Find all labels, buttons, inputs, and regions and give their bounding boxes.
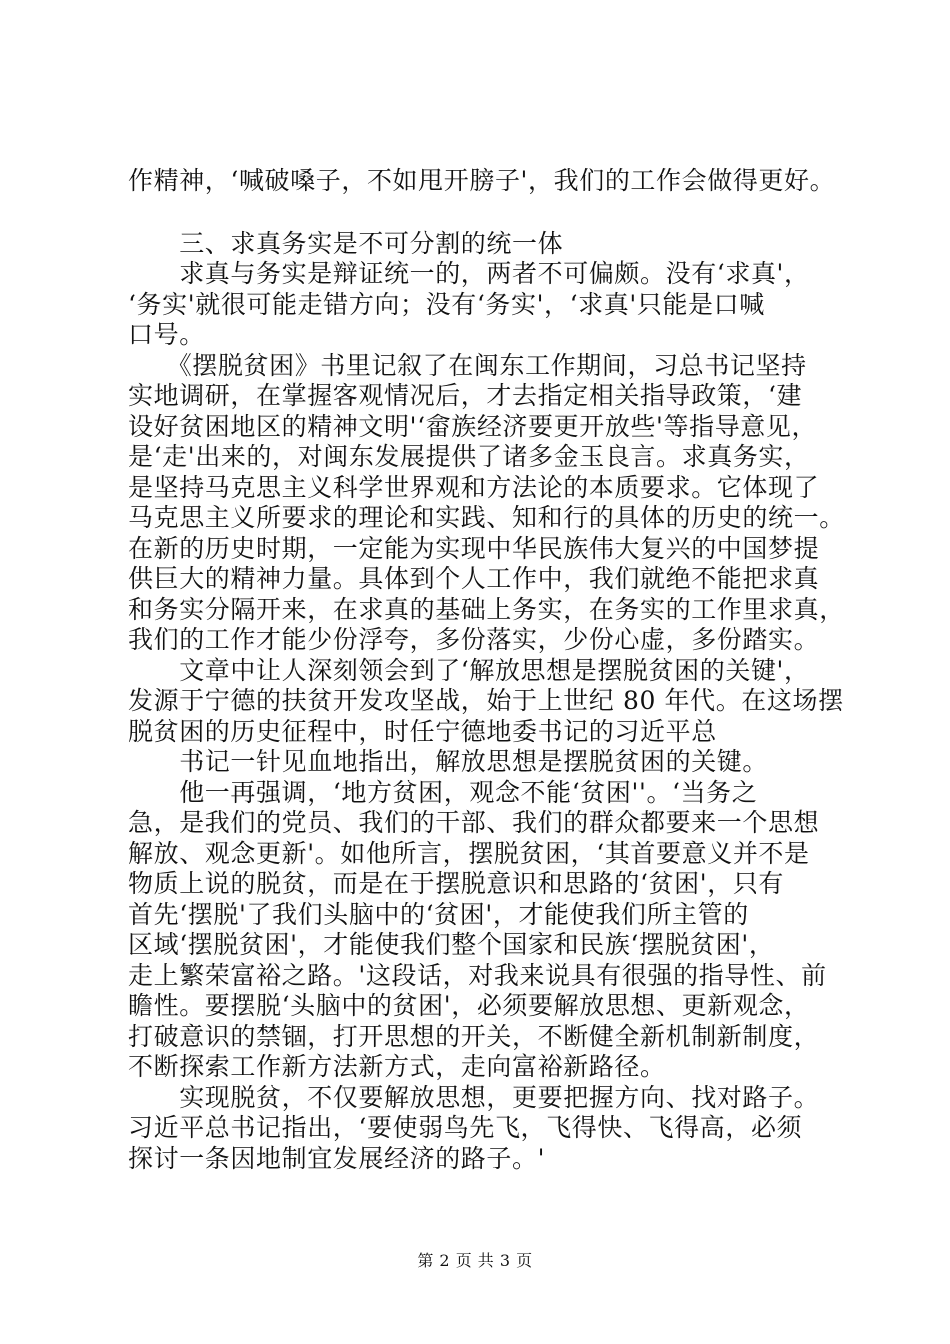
text-line: 口号。 [128,320,205,349]
text-line: 供巨大的精神力量。具体到个人工作中，我们就绝不能把求真 [128,564,820,593]
text-line: 区域‘摆脱贫困'，才能使我们整个国家和民族‘摆脱贫困'， [128,930,775,959]
paragraph-gap [128,197,844,229]
text-line: 设好贫困地区的精神文明'‘畲族经济要更开放些'等指导意见， [128,411,818,441]
text-line: 实地调研，在掌握客观情况后，才去指定相关指导政策，‘建 [128,381,803,410]
text-line: ‘务实'就很可能走错方向；没有‘务实'，‘求真'只能是口喊 [128,289,765,319]
section-heading: 三、求真务实是不可分割的统一体 [128,228,564,258]
text-line: 书记一针见血地指出，解放思想是摆脱贫困的关键。 [128,747,769,776]
text-line: 物质上说的脱贫，而是在于摆脱意识和思路的‘贫困'，只有 [128,869,785,898]
text-line: 作精神，‘喊破嗓子，不如甩开膀子'，我们的工作会做得更好。 [128,166,836,195]
text-line: 打破意识的禁锢，打开思想的开关，不断健全新机制新制度， [128,1021,820,1051]
text-line: 习近平总书记指出，‘要使弱鸟先飞，飞得快、飞得高，必须 [128,1113,803,1142]
text-line: 不断探索工作新方法新方式，走向富裕新路径。 [128,1052,666,1081]
page-number-footer: 第 2 页 共 3 页 [417,1251,533,1270]
text-line: 探讨一条因地制宜发展经济的路子。' [128,1143,546,1173]
text-line: 解放、观念更新'。如他所言，摆脱贫困，‘其首要意义并不是 [128,838,810,868]
text-line: 急，是我们的党员、我们的干部、我们的群众都要来一个思想 [128,808,820,837]
text-line: 我们的工作才能少份浮夸，多份落实，少份心虚，多份踏实。 [128,625,820,654]
text-line: 是‘走'出来的，对闽东发展提供了诸多金玉良言。求真务实， [128,442,810,471]
text-line: 在新的历史时期，一定能为实现中华民族伟大复兴的中国梦提 [128,533,820,563]
text-line: 求真与务实是辩证统一的，两者不可偏颇。没有‘求真'， [128,259,810,288]
text-line: 走上繁荣富裕之路。'这段话，对我来说具有很强的指导性、前 [128,960,827,990]
text-line: 首先‘摆脱'了我们头脑中的‘贫困'，才能使我们所主管的 [128,899,749,929]
text-line: 是坚持马克思主义科学世界观和方法论的本质要求。它体现了 [128,472,820,502]
text-line: 马克思主义所要求的理论和实践、知和行的具体的历史的统一。 [128,503,845,532]
text-line: 瞻性。要摆脱‘头脑中的贫困'，必须要解放思想、更新观念， [128,991,810,1020]
text-line: 他一再强调，‘地方贫困，观念不能‘贫困''。‘当务之 [128,777,758,807]
text-line: 文章中让人深刻领会到了‘解放思想是摆脱贫困的关键'， [128,655,810,685]
text-line: 发源于宁德的扶贫开发攻坚战，始于上世纪 80 年代。在这场摆 [128,686,844,715]
text-line: 实现脱贫，不仅要解放思想，更要把握方向、找对路子。 [128,1082,820,1112]
text-line: 《摆脱贫困》书里记叙了在闽东工作期间，习总书记坚持 [128,350,807,380]
text-line: 和务实分隔开来，在求真的基础上务实，在务实的工作里求真， [128,594,845,624]
text-line: 脱贫困的历史征程中，时任宁德地委书记的习近平总 [128,716,717,746]
document-body [128,166,844,1174]
